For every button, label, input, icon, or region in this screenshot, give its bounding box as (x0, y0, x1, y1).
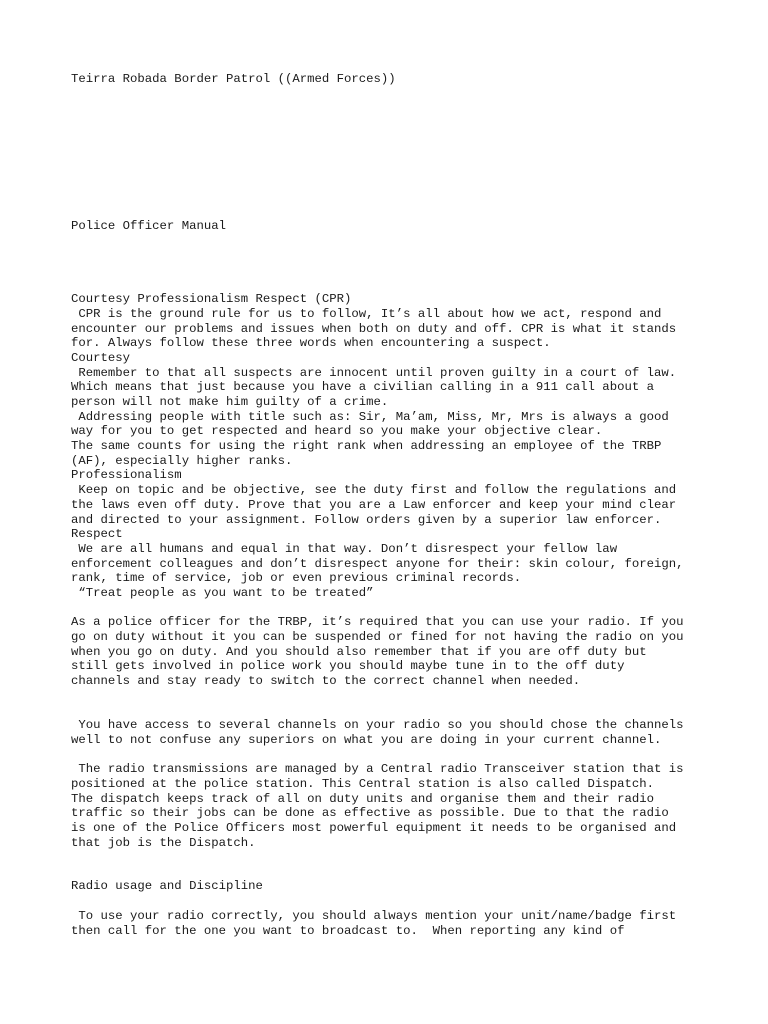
cpr-intro-line: CPR is the ground rule for us to follow, It’s all about how we act, respond and (71, 307, 662, 321)
courtesy-body-line: (AF), especially higher ranks. (71, 454, 293, 468)
radio-usage-heading: Radio usage and Discipline (71, 879, 263, 893)
respect-body-line: rank, time of service, job or even previous criminal records. (71, 571, 522, 585)
document-subtitle: Police Officer Manual (71, 219, 226, 233)
dispatch-paragraph-line: traffic so their jobs can be done as effective as possible. Due to that the radio (71, 806, 669, 820)
courtesy-body-line: way for you to get respected and heard so you make your objective clear. (71, 424, 603, 438)
courtesy-body-line: Addressing people with title such as: Sir, Ma’am, Miss, Mr, Mrs is always a good (71, 410, 669, 424)
professionalism-body-line: the laws even off duty. Prove that you are a Law enforcer and keep your mind clear (71, 498, 677, 512)
dispatch-paragraph-line: The dispatch keeps track of all on duty units and organise them and their radio (71, 792, 654, 806)
radio-paragraph-line: As a police officer for the TRBP, it’s required that you can use your radio. If you (71, 615, 684, 629)
radio-paragraph-line: channels and stay ready to switch to the correct channel when needed. (71, 674, 581, 688)
radio-usage-body-line: then call for the one you want to broadcast to. When reporting any kind of (71, 924, 625, 938)
radio-channels-line: You have access to several channels on your radio so you should chose the channels (71, 718, 684, 732)
professionalism-body-line: Keep on topic and be objective, see the duty first and follow the regulations and (71, 483, 677, 497)
dispatch-paragraph-line: The radio transmissions are managed by a Central radio Transceiver station that is (71, 762, 684, 776)
courtesy-body-line: person will not make him guilty of a crime. (71, 395, 389, 409)
courtesy-heading: Courtesy (71, 351, 131, 365)
dispatch-paragraph-line: is one of the Police Officers most powerful equipment it needs to be organised and (71, 821, 677, 835)
dispatch-paragraph-line: that job is the Dispatch. (71, 836, 256, 850)
courtesy-body-line: The same counts for using the right rank when addressing an employee of the TRBP (71, 439, 662, 453)
respect-heading: Respect (71, 527, 123, 541)
radio-paragraph-line: when you go on duty. And you should also remember that if you are off duty but (71, 645, 647, 659)
document-title: Teirra Robada Border Patrol ((Armed Forces)) (71, 72, 396, 86)
courtesy-body-line: Which means that just because you have a civilian calling in a 911 call about a (71, 380, 654, 394)
professionalism-body-line: and directed to your assignment. Follow orders given by a superior law enforcer. (71, 513, 662, 527)
cpr-heading: Courtesy Professionalism Respect (CPR) (71, 292, 352, 306)
respect-body-line: enforcement colleagues and don’t disrespect anyone for their: skin colour, foreign, (71, 557, 684, 571)
radio-usage-body-line: To use your radio correctly, you should always mention your unit/name/badge first (71, 909, 677, 923)
dispatch-paragraph-line: positioned at the police station. This Central station is also called Dispatch. (71, 777, 654, 791)
courtesy-body-line: Remember to that all suspects are innocent until proven guilty in a court of law. (71, 366, 677, 380)
radio-paragraph-line: go on duty without it you can be suspended or fined for not having the radio on you (71, 630, 684, 644)
cpr-intro-line: for. Always follow these three words when encountering a suspect. (71, 336, 551, 350)
radio-paragraph-line: still gets involved in police work you should maybe tune in to the off duty (71, 659, 625, 673)
cpr-intro-line: encounter our problems and issues when both on duty and off. CPR is what it stands (71, 322, 677, 336)
respect-body-line: We are all humans and equal in that way. Don’t disrespect your fellow law (71, 542, 618, 556)
professionalism-heading: Professionalism (71, 468, 182, 482)
radio-channels-line: well to not confuse any superiors on what you are doing in your current channel. (71, 733, 662, 747)
respect-quote: “Treat people as you want to be treated” (71, 586, 374, 600)
